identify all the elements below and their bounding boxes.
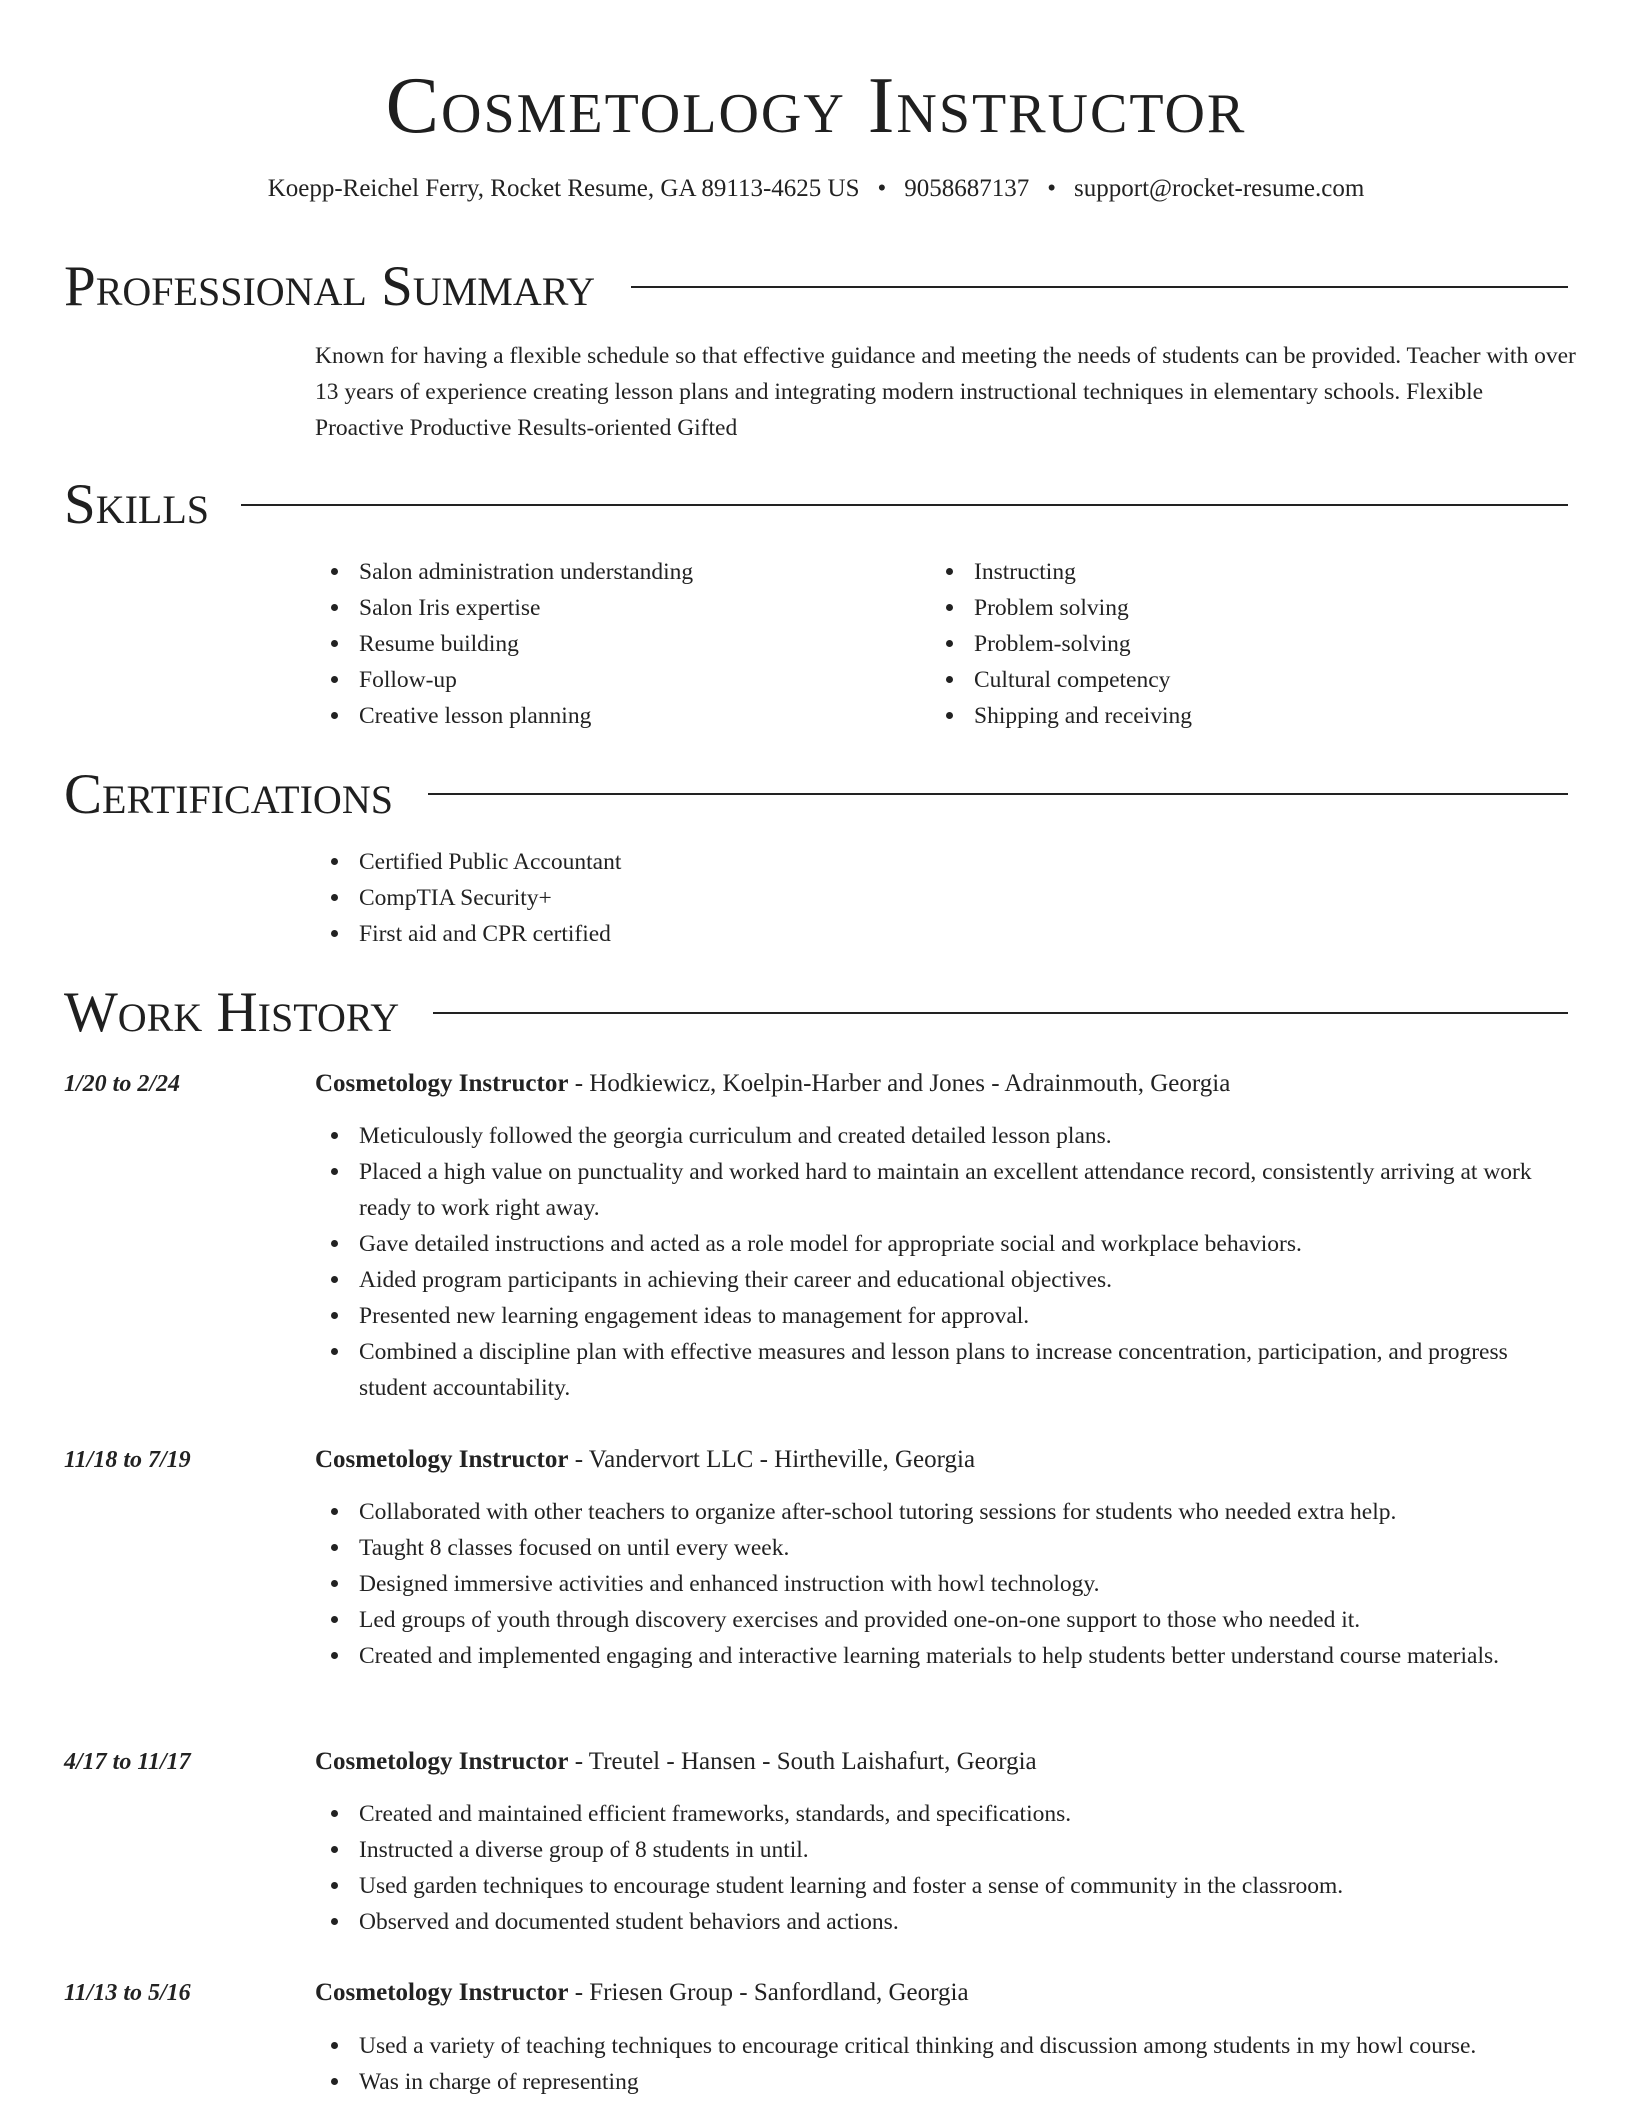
contact-phone: 9058687137 bbox=[904, 175, 1030, 202]
job-title: Cosmetology Instructor bbox=[315, 1446, 569, 1473]
section-title-summary: Professional Summary bbox=[64, 255, 596, 318]
job-title: Cosmetology Instructor bbox=[315, 1748, 569, 1775]
job-bullet-item: Observed and documented student behaviors and actions. bbox=[315, 1904, 1577, 1940]
skill-item: Instructing bbox=[930, 554, 1530, 590]
job-bullet-item: Collaborated with other teachers to organize after-school tutoring sessions for students who needed extra help. bbox=[315, 1494, 1577, 1530]
skill-item: Resume building bbox=[315, 626, 915, 662]
section-divider bbox=[433, 1012, 1568, 1014]
job-bullet-item: Used a variety of teaching techniques to encourage critical thinking and discussion among students in my howl course. bbox=[315, 2028, 1577, 2064]
contact-email: support@rocket-resume.com bbox=[1074, 175, 1365, 202]
certification-item: Certified Public Accountant bbox=[315, 844, 621, 880]
skill-item: Problem solving bbox=[930, 590, 1530, 626]
job-title: Cosmetology Instructor bbox=[315, 1070, 569, 1097]
skill-item: Salon Iris expertise bbox=[315, 590, 915, 626]
job-dates: 11/13 to 5/16 bbox=[64, 1980, 191, 2006]
job-dates: 4/17 to 11/17 bbox=[64, 1749, 191, 1775]
job-bullet-item: Gave detailed instructions and acted as a role model for appropriate social and workplace behaviors. bbox=[315, 1226, 1577, 1262]
section-title-certifications: Certifications bbox=[64, 763, 393, 826]
skills-column-left bbox=[315, 554, 915, 734]
skill-item: Cultural competency bbox=[930, 662, 1530, 698]
certifications-list bbox=[315, 844, 621, 952]
job-bullets bbox=[315, 1118, 1577, 1406]
job-bullet-item: Taught 8 classes focused on until every week. bbox=[315, 1530, 1577, 1566]
skill-item: Follow-up bbox=[315, 662, 915, 698]
job-bullets-block bbox=[315, 1494, 1577, 1674]
certification-item: First aid and CPR certified bbox=[315, 916, 621, 952]
skills-list-right bbox=[930, 554, 1530, 734]
section-title-work-history: Work History bbox=[64, 981, 400, 1044]
job-bullets-block bbox=[315, 2028, 1577, 2100]
job-bullet-item: Presented new learning engagement ideas to management for approval. bbox=[315, 1298, 1577, 1334]
job-header bbox=[315, 1066, 1230, 1102]
certifications-block bbox=[315, 844, 621, 952]
job-bullets bbox=[315, 1796, 1577, 1940]
section-divider bbox=[631, 286, 1568, 288]
contact-line bbox=[0, 172, 1632, 206]
job-bullet-item: Instructed a diverse group of 8 students in until. bbox=[315, 1832, 1577, 1868]
job-bullets bbox=[315, 1494, 1577, 1674]
job-title: Cosmetology Instructor bbox=[315, 1979, 569, 2006]
skill-item: Salon administration understanding bbox=[315, 554, 915, 590]
skill-item: Problem-solving bbox=[930, 626, 1530, 662]
job-bullet-item: Combined a discipline plan with effective measures and lesson plans to increase concentration, participation, and progress student accountability. bbox=[315, 1334, 1577, 1406]
section-divider bbox=[241, 504, 1568, 506]
certification-item: CompTIA Security+ bbox=[315, 880, 621, 916]
job-header bbox=[315, 1975, 969, 2011]
job-header bbox=[315, 1442, 975, 1478]
contact-address: Koepp-Reichel Ferry, Rocket Resume, GA 89113-4625 US bbox=[267, 175, 860, 202]
summary-text: Known for having a flexible schedule so that effective guidance and meeting the needs of students can be provided. Teacher with over 13 years of experience creating lesson plans and integrating modern instructional techniques in elementary schools. Flexible Proactive Productive Results-oriented Gifted bbox=[315, 343, 1576, 441]
section-divider bbox=[428, 793, 1568, 795]
job-details: - Friesen Group - Sanfordland, Georgia bbox=[568, 1979, 969, 2006]
section-title-skills: Skills bbox=[64, 473, 210, 536]
resume-name: Cosmetology Instructor bbox=[385, 62, 1247, 150]
job-bullet-item: Aided program participants in achieving their career and educational objectives. bbox=[315, 1262, 1577, 1298]
job-bullet-item: Created and implemented engaging and interactive learning materials to help students better understand course materials. bbox=[315, 1638, 1577, 1674]
skills-column-right bbox=[930, 554, 1530, 734]
contact-separator: • bbox=[877, 175, 887, 202]
job-bullet-item: Used garden techniques to encourage student learning and foster a sense of community in the classroom. bbox=[315, 1868, 1577, 1904]
job-details: - Hodkiewicz, Koelpin-Harber and Jones - Adrainmouth, Georgia bbox=[568, 1070, 1231, 1097]
contact-separator: • bbox=[1047, 175, 1057, 202]
job-bullets-block bbox=[315, 1796, 1577, 1940]
job-bullet-item: Designed immersive activities and enhanced instruction with howl technology. bbox=[315, 1566, 1577, 1602]
job-dates: 11/18 to 7/19 bbox=[64, 1447, 191, 1473]
job-bullets-block bbox=[315, 1118, 1577, 1406]
job-dates: 1/20 to 2/24 bbox=[64, 1071, 181, 1097]
job-bullet-item: Placed a high value on punctuality and worked hard to maintain an excellent attendance record, consistently arriving at work ready to work right away. bbox=[315, 1154, 1577, 1226]
job-details: - Treutel - Hansen - South Laishafurt, Georgia bbox=[568, 1748, 1037, 1775]
job-bullet-item: Meticulously followed the georgia curriculum and created detailed lesson plans. bbox=[315, 1118, 1577, 1154]
job-header bbox=[315, 1744, 1037, 1780]
job-bullet-item: Created and maintained efficient frameworks, standards, and specifications. bbox=[315, 1796, 1577, 1832]
skill-item: Shipping and receiving bbox=[930, 698, 1530, 734]
job-details: - Vandervort LLC - Hirtheville, Georgia bbox=[568, 1446, 976, 1473]
job-bullets bbox=[315, 2028, 1577, 2100]
skills-list-left bbox=[315, 554, 915, 734]
job-bullet-item: Led groups of youth through discovery exercises and provided one-on-one support to those who needed it. bbox=[315, 1602, 1577, 1638]
job-bullet-item: Was in charge of representing bbox=[315, 2064, 1577, 2100]
skill-item: Creative lesson planning bbox=[315, 698, 915, 734]
